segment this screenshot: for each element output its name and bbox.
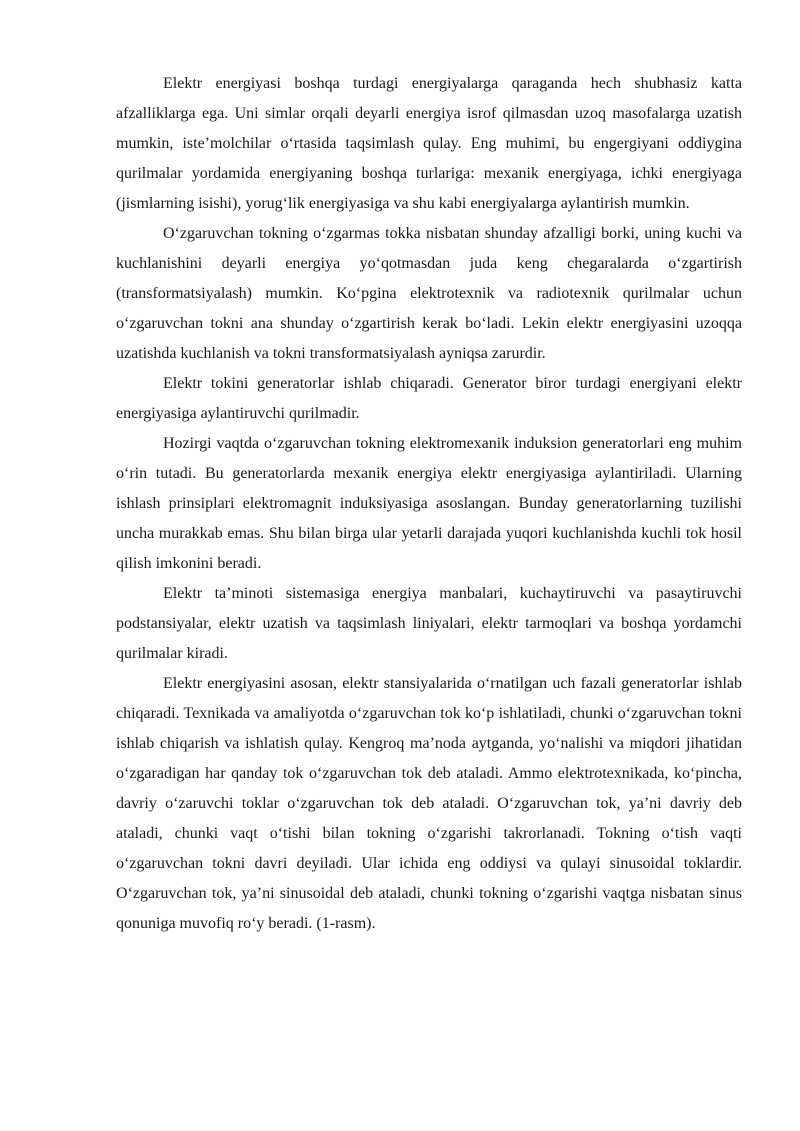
paragraph-sinusoidal-current: Elektr energiyasini asosan, elektr stansiyalarida o‘rnatilgan uch fazali generatorlar ishlab chiqaradi. Texnikada va amaliyotda o‘zgaruvchan tok ko‘p ishlatiladi, chunki o‘zgaruvchan tokni ishlab chiqarish va ishlatish qulay. Kengroq ma’noda aytganda, yo‘nalishi va miqdori jihatidan o‘zgaradigan har qanday tok o‘zgaruvchan tok deb ataladi. Ammo elektrotexnikada, ko‘pincha, davriy o‘zaruvchi toklar o‘zgaruvchan tok deb ataladi. O‘zgaruvchan tok, ya’ni davriy deb ataladi, chunki vaqt o‘tishi bilan tokning o‘zgarishi takrorlanadi. Tokning o‘tish vaqti o‘zgaruvchan tokni davri deyiladi. Ular ichida eng oddiysi va qulayi sinusoidal toklardir. O‘zgaruvchan tok, ya’ni sinusoidal deb ataladi, chunki tokning o‘zgarishi vaqtga nisbatan sinus qonuniga muvofiq ro‘y beradi. (1-rasm).: [116, 675, 742, 932]
paragraph-electric-energy-advantages: Elektr energiyasi boshqa turdagi energiyalarga qaraganda hech shubhasiz katta afzalliklarga ega. Uni simlar orqali deyarli energiya isrof qilmasdan uzoq masofalarga uzatish mumkin, iste’molchilar o‘rtasida taqsimlash qulay. Eng muhimi, bu engergiyani oddiygina qurilmalar yordamida energiyaning boshqa turlariga: mexanik energiyaga, ichki energiyaga (jismlarning isishi), yorug‘lik energiyasiga va shu kabi energiyalarga aylantirish mumkin.: [116, 75, 742, 212]
document-page: [116, 69, 742, 939]
paragraph-induction-generators: Hozirgi vaqtda o‘zgaruvchan tokning elektromexanik induksion generatorlari eng muhim o‘rin tutadi. Bu generatorlarda mexanik energiya elektr energiyasiga aylantiriladi. Ularning ishlash prinsiplari elektromagnit induksiyasiga asoslangan. Bunday generatorlarning tuzilishi uncha murakkab emas. Shu bilan birga ular yetarli darajada yuqori kuchlanishda kuchli tok hosil qilish imkonini beradi.: [116, 435, 742, 572]
paragraph-generators: Elektr tokini generatorlar ishlab chiqaradi. Generator biror turdagi energiyani elektr energiyasiga aylantiruvchi qurilmadir.: [116, 375, 742, 422]
paragraph-alternating-current-advantage: O‘zgaruvchan tokning o‘zgarmas tokka nisbatan shunday afzalligi borki, uning kuchi va kuchlanishini deyarli energiya yo‘qotmasdan juda keng chegaralarda o‘zgartirish (transformatsiyalash) mumkin. Ko‘pgina elektrotexnik va radiotexnik qurilmalar uchun o‘zgaruvchan tokni ana shunday o‘zgartirish kerak bo‘ladi. Lekin elektr energiyasini uzoqqa uzatishda kuchlanish va tokni transformatsiyalash ayniqsa zarurdir.: [116, 225, 742, 362]
paragraph-power-supply-system: Elektr ta’minoti sistemasiga energiya manbalari, kuchaytiruvchi va pasaytiruvchi podstansiyalar, elektr uzatish va taqsimlash liniyalari, elektr tarmoqlari va boshqa yordamchi qurilmalar kiradi.: [116, 585, 742, 662]
